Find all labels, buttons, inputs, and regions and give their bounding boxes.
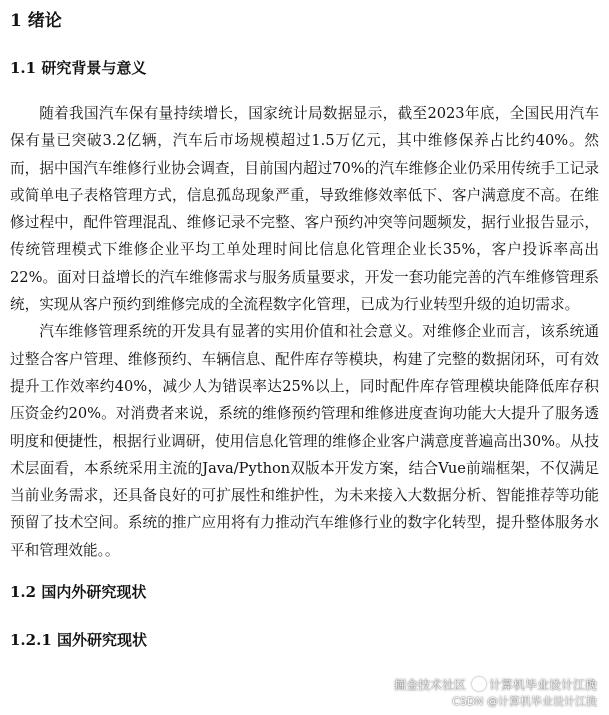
chapter-title: 1 绪论 xyxy=(10,11,62,31)
section-heading-1-2-1: 1.2.1 国外研究现状 xyxy=(10,631,147,650)
watermark-author-text: 计算机毕业设计江挽 xyxy=(488,678,597,692)
csdn-watermark: CSDN @计算机毕业设计江挽 xyxy=(452,695,597,708)
at-icon xyxy=(472,677,486,691)
watermark-site-text: 掘金技术社区 xyxy=(393,678,466,692)
body-paragraph-background: 随着我国汽车保有量持续增长，国家统计局数据显示，截至2023年底，全国民用汽车保有量已突破3.2亿辆，汽车后市场规模超过1.5万亿元，其中维修保养占比约40%。然而，据中国汽车维修行业协会调查，目前国内超过70%的汽车维修企业仍采用传统手工记录或简单电子表格管理方式，信息孤岛现象严重，导致维修效率低下、客户满意度不高。在维修过程中，配件管理混乱、维修记录不完整、客户预约冲突等问题频发，据行业报告显示，传统管理模式下维修企业平均工单处理时间比信息化管理企业长35%，客户投诉率高出22%。面对日益增长的汽车维修需求与服务质量要求，开发一套功能完善的汽车维修管理系统，实现从客户预约到维修完成的全流程数字化管理，已成为行业转型升级的迫切需求。 xyxy=(10,105,599,314)
section-heading-1-2: 1.2 国内外研究现状 xyxy=(10,583,147,602)
body-paragraph-significance: 汽车维修管理系统的开发具有显著的实用价值和社会意义。对维修企业而言，该系统通过整合客户管理、维修预约、车辆信息、配件库存等模块，构建了完整的数据闭环，可有效提升工作效率约40%，减少人为错误率达25%以上，同时配件库存管理模块能降低库存积压资金约20%。对消费者来说，系统的维修预约管理和维修进度查询功能大大提升了服务透明度和便捷性，根据行业调研，使用信息化管理的维修企业客户满意度普遍高出30%。从技术层面看，本系统采用主流的Java/Python双版本开发方案，结合Vue前端框架，不仅满足当前业务需求，还具备良好的可扩展性和维护性，为未来接入大数据分析、智能推荐等功能预留了技术空间。系统的推广应用将有力推动汽车维修行业的数字化转型，提升整体服务水平和管理效能。。 xyxy=(10,323,599,559)
section-heading-1-1: 1.1 研究背景与意义 xyxy=(10,59,147,77)
juejin-watermark xyxy=(394,676,597,693)
